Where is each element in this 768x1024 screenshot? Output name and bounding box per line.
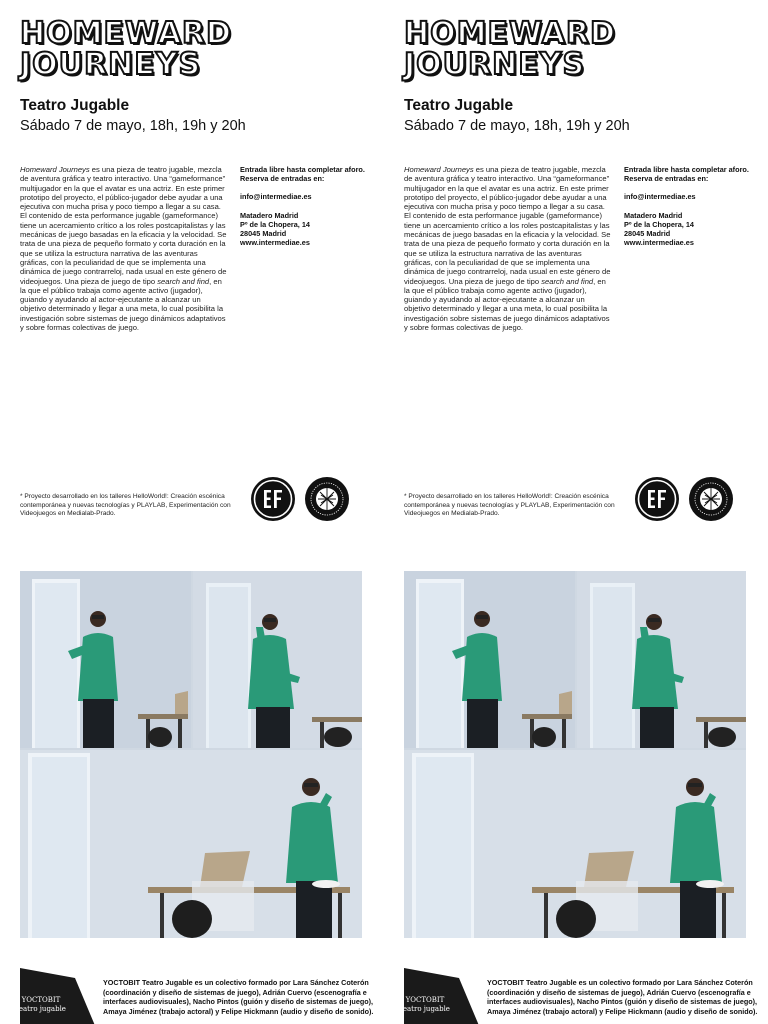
entry-note: Entrada libre hasta completar aforo. Reserva de entradas en: [240, 165, 365, 184]
desc-title: Homeward Journeys [404, 165, 474, 174]
badge-line-1: YOCTOBIT [405, 996, 445, 1004]
desc-italic: search and find [157, 276, 210, 286]
desc-part-2: , en la que el público trabaja como agente activo (jugador), guiando y ayudando al actor-ejecutante a alcanzar un objetivo determinado y llegar a una meta, lo cual posibilita la investigación sobre sistemas de juego dinámicos adaptativos y sobre formas colectivas de juego. [404, 276, 610, 333]
venue-name: Matadero Madrid [624, 210, 683, 220]
subtitle: Teatro Jugable [20, 97, 130, 114]
badge-line-2: teatro jugable [400, 1005, 450, 1013]
desc-part-1: es una pieza de teatro jugable, mezcla de aventura gráfica y teatro interactivo. Una “gameformance” multijugador en la que el avatar es una actriz. En este primer prototipo del proyecto, el público-jugador debe ayudar a una ejecutiva con mucha prisa y poco tiempo a llegar a su casa. El contenido de esta performance jugable (gameformance) tiene un acercamiento crítico a los roles postcapitalistas y las mecánicas de juego basadas en la eficacia y la velocidad. Se trata de una pieza de pequeño formato y corta duración en la que se utiliza la estructura narrativa de las aventuras gráficas, con la peculiaridad de que se implementa una dinámica de juego contrarreloj, nada usual en este género de videojuegos. Una pieza de juego de tipo [20, 165, 227, 286]
event-date: Sábado 7 de mayo, 18h, 19h y 20h [404, 118, 630, 134]
title-line-2: JOURNEYS [20, 47, 202, 82]
title-line-2: JOURNEYS [404, 47, 586, 82]
venue-address [240, 211, 380, 248]
entry-note: Entrada libre hasta completar aforo. Reserva de entradas en: [624, 165, 749, 184]
description [404, 165, 612, 332]
badge-text [384, 996, 466, 1014]
estacion-futuro-logo-icon [304, 476, 350, 522]
ticket-info [624, 165, 764, 256]
desc-part-1: es una pieza de teatro jugable, mezcla de aventura gráfica y teatro interactivo. Una “gameformance” multijugador en la que el avatar es una actriz. En este primer prototipo del proyecto, el público-jugador debe ayudar a una ejecutiva con mucha prisa y poco tiempo a llegar a su casa. El contenido de esta performance jugable (gameformance) tiene un acercamiento crítico a los roles postcapitalistas y las mecánicas de juego basadas en la eficacia y la velocidad. Se trata de una pieza de pequeño formato y corta duración en la que se utiliza la estructura narrativa de las aventuras gráficas, con la peculiaridad de que se implementa una dinámica de juego contrarreloj, nada usual en este género de videojuegos. Una pieza de juego de tipo [404, 165, 611, 286]
ef-logo-icon [250, 476, 296, 522]
email-link[interactable]: info@intermediae.es [240, 192, 312, 202]
flyer-title [20, 18, 232, 80]
photo-collage [404, 571, 746, 938]
performance-photos [20, 571, 362, 938]
photo-collage [20, 571, 362, 938]
footnote: * Proyecto desarrollado en los talleres HelloWorld!: Creación escénica contemporánea y nuevas tecnologías y PLAYLAB, Experimentación con Videojuegos en Medialab-Prado. [20, 493, 231, 518]
desc-italic: search and find [541, 276, 594, 286]
subtitle: Teatro Jugable [404, 97, 514, 114]
venue-street: Pº de la Chopera, 14 [624, 219, 694, 229]
flyer-title [404, 18, 616, 80]
venue-website[interactable]: www.intermediae.es [240, 238, 310, 248]
title-line-1: HOMEWARD [20, 16, 232, 51]
venue-address [624, 211, 764, 248]
ef-logo-icon [634, 476, 680, 522]
title-line-1: HOMEWARD [404, 16, 616, 51]
desc-title: Homeward Journeys [20, 165, 90, 174]
badge-line-2: teatro jugable [16, 1005, 66, 1013]
venue-city: 28045 Madrid [240, 229, 287, 239]
performance-photos [404, 571, 746, 938]
footnote: * Proyecto desarrollado en los talleres HelloWorld!: Creación escénica contemporánea y nuevas tecnologías y PLAYLAB, Experimentación con Videojuegos en Medialab-Prado. [404, 493, 615, 518]
estacion-futuro-logo-icon [688, 476, 734, 522]
badge-line-1: YOCTOBIT [21, 996, 61, 1004]
venue-city: 28045 Madrid [624, 229, 671, 239]
badge-text [0, 996, 82, 1014]
credits: YOCTOBIT Teatro Jugable es un colectivo formado por Lara Sánchez Coterón (coordinación y diseño de sistemas de juego), Adrián Cuervo (escenografía e interfaces audiovisuales), Nacho Pintos (guión y diseño de sistemas de juego), Amaya Jiménez (trabajo actoral) y Felipe Hickmann (audio y diseño de sonido). [487, 978, 758, 1016]
credits: YOCTOBIT Teatro Jugable es un colectivo formado por Lara Sánchez Coterón (coordinación y diseño de sistemas de juego), Adrián Cuervo (escenografía e interfaces audiovisuales), Nacho Pintos (guión y diseño de sistemas de juego), Amaya Jiménez (trabajo actoral) y Felipe Hickmann (audio y diseño de sonido). [103, 978, 374, 1016]
description [20, 165, 228, 332]
email-link[interactable]: info@intermediae.es [624, 192, 696, 202]
venue-website[interactable]: www.intermediae.es [624, 238, 694, 248]
flyer-panel-right [384, 0, 768, 1024]
event-date: Sábado 7 de mayo, 18h, 19h y 20h [20, 118, 246, 134]
ticket-info [240, 165, 380, 256]
venue-street: Pº de la Chopera, 14 [240, 219, 310, 229]
venue-name: Matadero Madrid [240, 210, 299, 220]
desc-part-2: , en la que el público trabaja como agente activo (jugador), guiando y ayudando al actor-ejecutante a alcanzar un objetivo determinado y llegar a una meta, lo cual posibilita la investigación sobre sistemas de juego dinámicos adaptativos y sobre formas colectivas de juego. [20, 276, 226, 333]
